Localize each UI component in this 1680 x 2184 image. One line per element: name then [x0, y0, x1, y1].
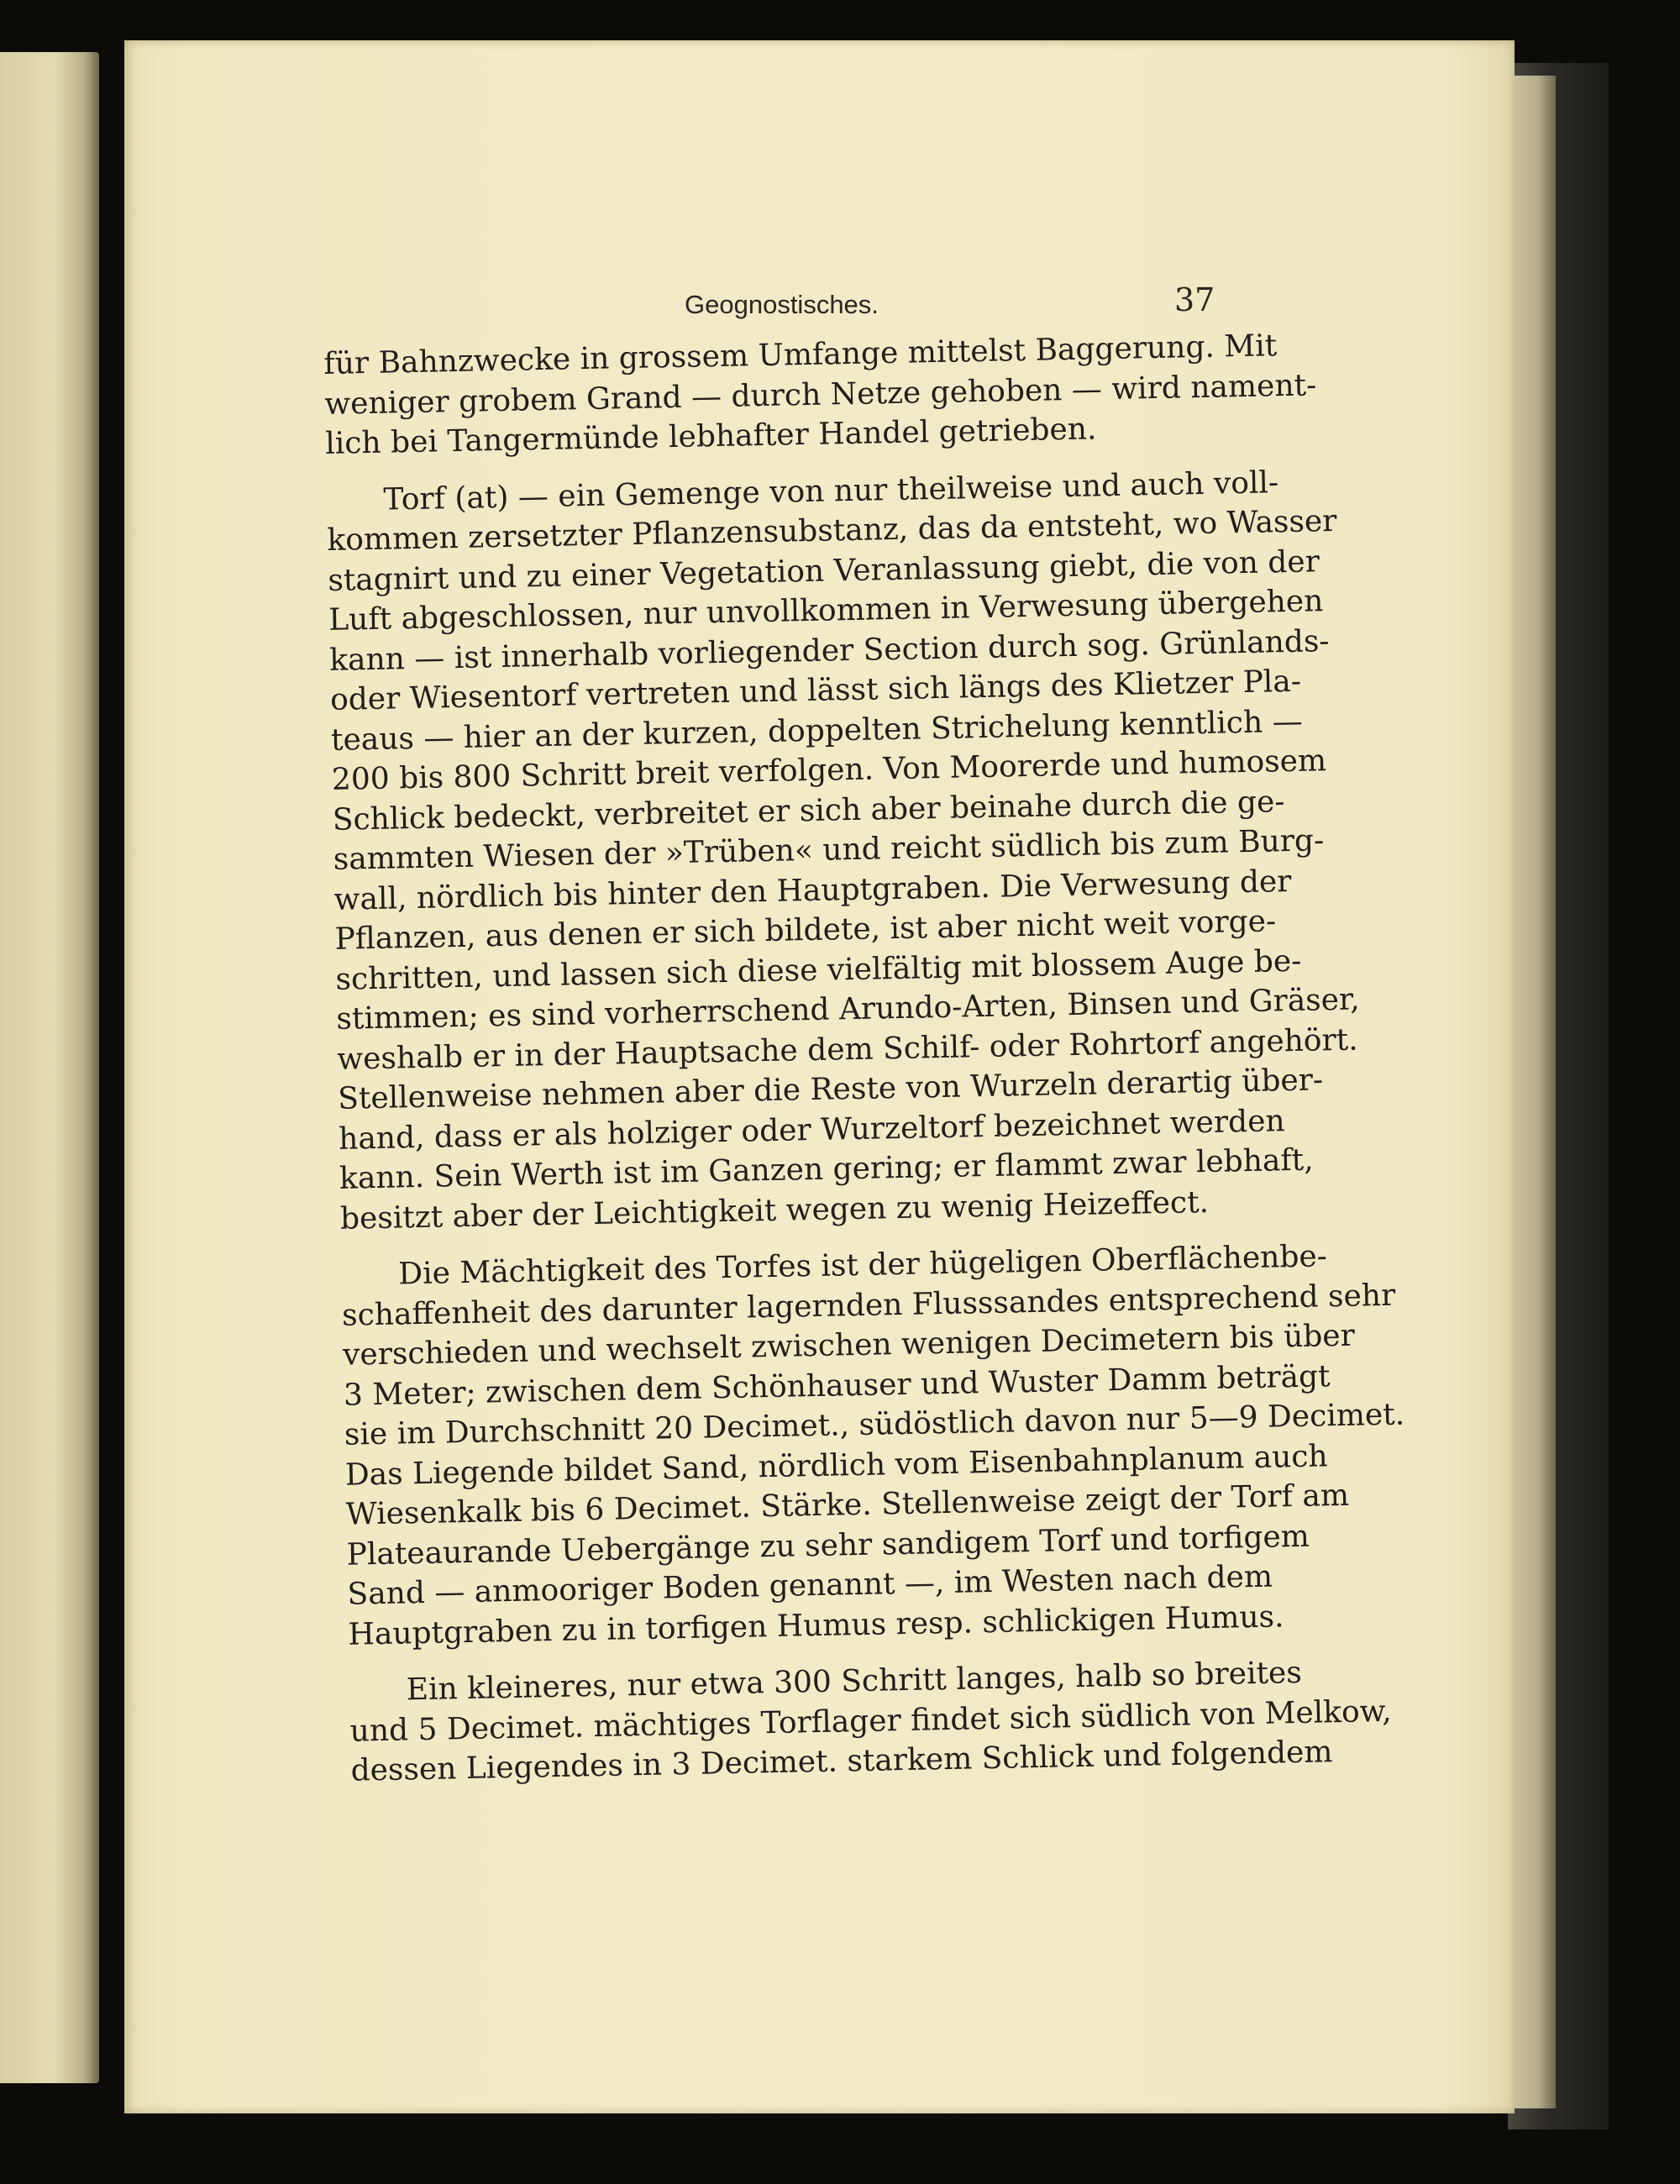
text-line: Wiesenkalk bis 6 Decimet. Stärke. Stellenweise zeigt der Torf am [345, 1478, 1350, 1532]
text-line: Ein kleineres, nur etwa 300 Schritt langes, halb so breites [406, 1655, 1303, 1708]
text-line: weniger grobem Grand — durch Netze gehoben — wird nament- [323, 367, 1317, 422]
text-line: teaus — hier an der kurzen, doppelten Strichelung kenntlich — [330, 704, 1303, 758]
text-line: dessen Liegendes in 3 Decimet. starkem Schlick und folgendem [350, 1735, 1333, 1788]
text-line: stimmen; es sind vorherrschend Arundo-Arten, Binsen und Gräser, [336, 982, 1361, 1037]
text-line: sie im Durchschnitt 20 Decimet., südöstlich davon nur 5—9 Decimet. [344, 1397, 1405, 1452]
text-line: Luft abgeschlossen, nur unvollkommen in Verwesung übergehen [328, 584, 1324, 638]
text-line: Die Mächtigkeit des Torfes ist der hügeligen Oberflächenbe- [397, 1239, 1328, 1292]
previous-page-edge [0, 52, 99, 2083]
text-line: Pflanzen, aus denen er sich bildete, ist aber nicht weit vorge- [334, 904, 1277, 957]
text-line: Torf (at) — ein Gemenge von nur theilweise und auch voll- [383, 465, 1279, 517]
text-line: schaffenheit des darunter lagernden Flusssandes entsprechend sehr [341, 1278, 1396, 1333]
text-line: Sand — anmooriger Boden genannt —, im Westen nach dem [347, 1559, 1273, 1612]
text-line: verschieden und wechselt zwischen wenigen Decimetern bis über [342, 1318, 1356, 1373]
text-line: Stellenweise nehmen aber die Reste von Wurzeln derartig über- [337, 1063, 1324, 1116]
text-line: 3 Meter; zwischen dem Schönhauser und Wuster Damm beträgt [343, 1358, 1331, 1413]
text-line: hand, dass er als holziger oder Wurzeltorf bezeichnet werden [338, 1103, 1285, 1157]
text-line: Plateaurande Uebergänge zu sehr sandigem Torf und torfigem [346, 1519, 1310, 1572]
text-line: Hauptgraben zu in torfigen Humus resp. schlickigen Humus. [348, 1599, 1284, 1652]
text-line: weshalb er in der Hauptsache dem Schilf- oder Rohrtorf angehört. [336, 1022, 1359, 1077]
text-line: oder Wiesentorf vertreten und lässt sich längs des Klietzer Pla- [329, 664, 1302, 717]
text-line: schritten, und lassen sich diese vielfältig mit blossem Auge be- [335, 943, 1302, 997]
text-line: kommen zersetzter Pflanzensubstanz, das da entsteht, wo Wasser [327, 503, 1337, 558]
page-stack-edge [1512, 76, 1556, 2108]
text-line: wall, nördlich bis hinter den Hauptgraben. Die Verwesung der [333, 864, 1292, 917]
text-line: stagnirt und zu einer Vegetation Veranlassung giebt, die von der [328, 543, 1320, 598]
paragraph [323, 327, 1317, 464]
text-line: sammten Wiesen der »Trüben« und reicht südlich bis zum Burg- [333, 823, 1325, 877]
paragraph [326, 464, 1361, 1239]
text-line: lich bei Tangermünde lebhafter Handel getrieben. [324, 412, 1097, 461]
text-line: Das Liegende bildet Sand, nördlich vom Eisenbahnplanum auch [344, 1438, 1329, 1493]
text-line: besitzt aber der Leichtigkeit wegen zu wenig Heizeffect. [339, 1184, 1210, 1236]
text-line: für Bahnzwecke in grossem Umfange mittelst Baggerung. Mit [323, 328, 1278, 381]
text-line: kann — ist innerhalb vorliegender Section durch sog. Grünlands- [328, 623, 1330, 678]
paragraph [349, 1654, 1393, 1791]
body-text [323, 327, 1405, 1791]
running-title: Geognostisches. [685, 290, 879, 319]
text-line: 200 bis 800 Schritt breit verfolgen. Von Moorerde und humosem [331, 743, 1327, 797]
text-line: kann. Sein Werth ist im Ganzen gering; er flammt zwar lebhaft, [339, 1142, 1315, 1196]
page-number: 37 [1174, 281, 1215, 318]
paragraph [341, 1238, 1405, 1654]
text-line: und 5 Decimet. mächtiges Torflager findet sich südlich von Melkow, [349, 1693, 1393, 1749]
text-line: Schlick bedeckt, verbreitet er sich aber beinahe durch die ge- [332, 784, 1285, 837]
